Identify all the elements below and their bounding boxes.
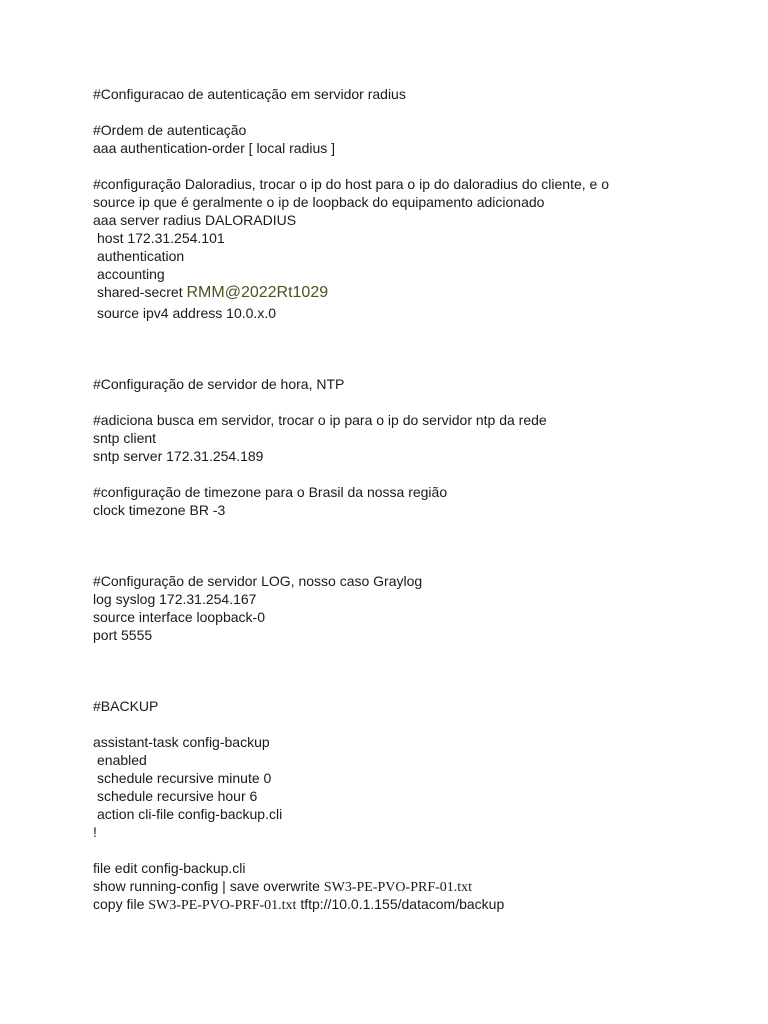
log-syslog-command: log syslog 172.31.254.167 — [93, 591, 257, 607]
radius-accounting: accounting — [97, 266, 165, 282]
backup-schedule-hour: schedule recursive hour 6 — [97, 788, 258, 804]
file-edit-command: file edit config-backup.cli — [93, 860, 246, 876]
daloradius-comment-line-1: #configuração Daloradius, trocar o ip do host para o ip do daloradius do cliente, e o — [93, 176, 609, 192]
timezone-command: clock timezone BR -3 — [93, 502, 226, 518]
backup-action: action cli-file config-backup.cli — [97, 806, 283, 822]
sntp-server-command: sntp server 172.31.254.189 — [93, 448, 264, 464]
auth-order-command: aaa authentication-order [ local radius ] — [93, 140, 336, 156]
daloradius-comment-line-2: source ip que é geralmente o ip de loopback do equipamento adicionado — [93, 194, 545, 210]
backup-schedule-minute: schedule recursive minute 0 — [97, 770, 272, 786]
log-heading: #Configuração de servidor LOG, nosso caso Graylog — [93, 573, 423, 589]
backup-filename: SW3-PE-PVO-PRF-01.txt — [323, 880, 473, 895]
radius-source-address: source ipv4 address 10.0.x.0 — [97, 305, 276, 321]
shared-secret-label: shared-secret — [97, 284, 187, 300]
backup-heading: #BACKUP — [93, 698, 159, 714]
copy-destination: tftp://10.0.1.155/datacom/backup — [296, 896, 505, 912]
ntp-server-comment: #adiciona busca em servidor, trocar o ip para o ip do servidor ntp da rede — [93, 412, 547, 428]
show-running-config-line — [93, 877, 472, 897]
backup-task-command: assistant-task config-backup — [93, 734, 270, 750]
radius-server-command: aaa server radius DALORADIUS — [93, 212, 297, 228]
copy-file-prefix: copy file — [93, 896, 149, 912]
log-port: port 5555 — [93, 627, 153, 643]
ntp-heading: #Configuração de servidor de hora, NTP — [93, 376, 345, 392]
copy-filename: SW3-PE-PVO-PRF-01.txt — [148, 898, 297, 913]
sntp-client-command: sntp client — [93, 430, 157, 446]
shared-secret-value: RMM@2022Rt1029 — [186, 284, 329, 301]
show-running-config-prefix: show running-config | save overwrite — [93, 878, 324, 894]
copy-file-line — [93, 895, 504, 915]
radius-host: host 172.31.254.101 — [97, 230, 225, 246]
timezone-comment: #configuração de timezone para o Brasil da nossa região — [93, 484, 448, 500]
backup-enabled: enabled — [97, 752, 147, 768]
backup-end-marker: ! — [93, 824, 97, 840]
radius-shared-secret-line — [97, 283, 328, 302]
radius-heading: #Configuracao de autenticação em servidor radius — [93, 86, 406, 102]
log-source-interface: source interface loopback-0 — [93, 609, 265, 625]
radius-authentication: authentication — [97, 248, 185, 264]
auth-order-comment: #Ordem de autenticação — [93, 122, 247, 138]
